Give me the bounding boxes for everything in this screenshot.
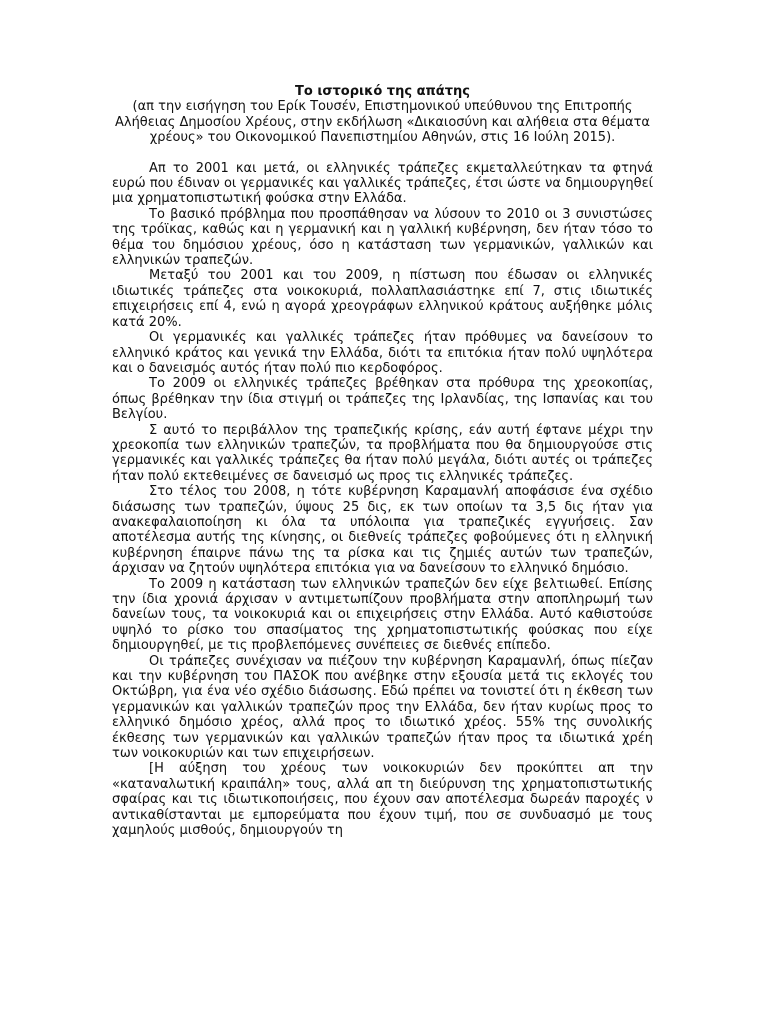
- document-subtitle: (απ την εισήγηση του Ερίκ Τουσέν, Επιστημονικού υπεύθυνου της Επιτροπής Αλήθειας Δημοσίου Χρέους, στην εκδήλωση «Δικαιοσύνη και αλήθεια στα θέματα χρέους» του Οικονομικού Πανεπιστημίου Αθηνών, στις 16 Ιούλη 2015).: [114, 99, 651, 146]
- paragraph-2: Το βασικό πρόβλημα που προσπάθησαν να λύσουν το 2010 οι 3 συνιστώσες της τρόϊκας, καθώς και η γερμανική και η γαλλική κυβέρνηση, δεν ήταν τόσο το θέμα του δημόσιου χρέους, όσο η κατάσταση των γερμανικών, γαλλικών και ελληνικών τραπεζών.: [112, 206, 653, 269]
- paragraph-4: Οι γερμανικές και γαλλικές τράπεζες ήταν πρόθυμες να δανείσουν το ελληνικό κράτος και γενικά την Ελλάδα, διότι τα επιτόκια ήταν πολύ υψηλότερα και ο δανεισμός αυτός ήταν πολύ πιο κερδοφόρος.: [112, 330, 653, 376]
- document-title: Το ιστορικό της απάτης: [295, 84, 470, 99]
- paragraph-8: Το 2009 η κατάσταση των ελληνικών τραπεζών δεν είχε βελτιωθεί. Επίσης την ίδια χρονιά άρχισαν ν αντιμετωπίζουν προβλήματα στην αποπληρωμή των δανείων τους, τα νοικοκυριά και οι επιχειρήσεις στην Ελλάδα. Αυτό καθιστούσε υψηλό το ρίσκο του σπασίματος της χρηματοπιστωτικής φούσκας που είχε δημιουργηθεί, με τις προβλεπόμενες συνέπειες σε διεθνές επίπεδο.: [112, 576, 653, 654]
- paragraph-9: Οι τράπεζες συνέχισαν να πιέζουν την κυβέρνηση Καραμανλή, όπως πίεζαν και την κυβέρνηση του ΠΑΣΟΚ που ανέβηκε στην εξουσία μετά τις εκλογές του Οκτώβρη, για ένα νέο σχέδιο διάσωσης. Εδώ πρέπει να τονιστεί ότι η έκθεση των γερμανικών και γαλλικών τραπεζών προς την Ελλάδα, δεν ήταν κυρίως προς το ελληνικό δημόσιο χρέος, αλλά προς το ιδιωτικό χρέος. 55% της συνολικής έκθεσης των γερμανικών και γαλλικών τραπεζών ήταν προς τα ιδιωτικά χρέη των νοικοκυριών και των επιχειρήσεων.: [112, 653, 653, 762]
- document-page: [112, 84, 653, 839]
- paragraph-5: Το 2009 οι ελληνικές τράπεζες βρέθηκαν στα πρόθυρα της χρεοκοπίας, όπως βρέθηκαν την ίδια στιγμή οι τράπεζες της Ιρλανδίας, της Ισπανίας και του Βελγίου.: [112, 376, 653, 423]
- paragraph-1: Απ το 2001 και μετά, οι ελληνικές τράπεζες εκμεταλλεύτηκαν τα φτηνά ευρώ που έδιναν οι γερμανικές και γαλλικές τράπεζες, έτσι ώστε να δημιουργηθεί μια χρηματοπιστωτική φούσκα στην Ελλάδα.: [112, 160, 653, 207]
- paragraph-7: Στο τέλος του 2008, η τότε κυβέρνηση Καραμανλή αποφάσισε ένα σχέδιο διάσωσης των τραπεζών, ύψους 25 δις, εκ των οποίων τα 3,5 δις ήταν για ανακεφαλαιοποίηση κι όλα τα υπόλοιπα για τραπεζικές εγγυήσεις. Σαν αποτέλεσμα αυτής της κίνησης, οι διεθνείς τράπεζες φοβούμενες ότι η ελληνική κυβέρνηση έπαιρνε πάνω της τα ρίσκα και τις ζημιές αυτών των τραπεζών, άρχισαν να ζητούν υψηλότερα επιτόκια για να δανείσουν το ελληνικό δημόσιο.: [112, 484, 653, 577]
- paragraph-3: Μεταξύ του 2001 και του 2009, η πίστωση που έδωσαν οι ελληνικές ιδιωτικές τράπεζες στα νοικοκυριά, πολλαπλασιάστηκε επί 7, στις ιδιωτικές επιχειρήσεις επί 4, ενώ η αγορά χρεογράφων ελληνικού κράτους αυξήθηκε μόλις κατά 20%.: [112, 268, 653, 330]
- paragraph-10: [Η αύξηση του χρέους των νοικοκυριών δεν προκύπτει απ την «καταναλωτική κραιπάλη» τους, αλλά απ τη διεύρυνση της χρηματοπιστωτικής σφαίρας και τις ιδιωτικοποιήσεις, που έχουν σαν αποτέλεσμα δωρεάν παροχές ν αντικαθίστανται με εμπορεύματα που έχουν τιμή, που σε συνδυασμό με τους χαμηλούς μισθούς, δημιουργούν τη: [112, 761, 653, 839]
- paragraph-6: Σ αυτό το περιβάλλον της τραπεζικής κρίσης, εάν αυτή έφτανε μέχρι την χρεοκοπία των ελληνικών τραπεζών, τα προβλήματα που θα δημιουργούσε στις γερμανικές και γαλλικές τράπεζες θα ήταν πολύ μεγάλα, διότι αυτές οι τράπεζες ήταν πολύ εκτεθειμένες σε δανεισμό ως προς τις ελληνικές τράπεζες.: [112, 422, 653, 484]
